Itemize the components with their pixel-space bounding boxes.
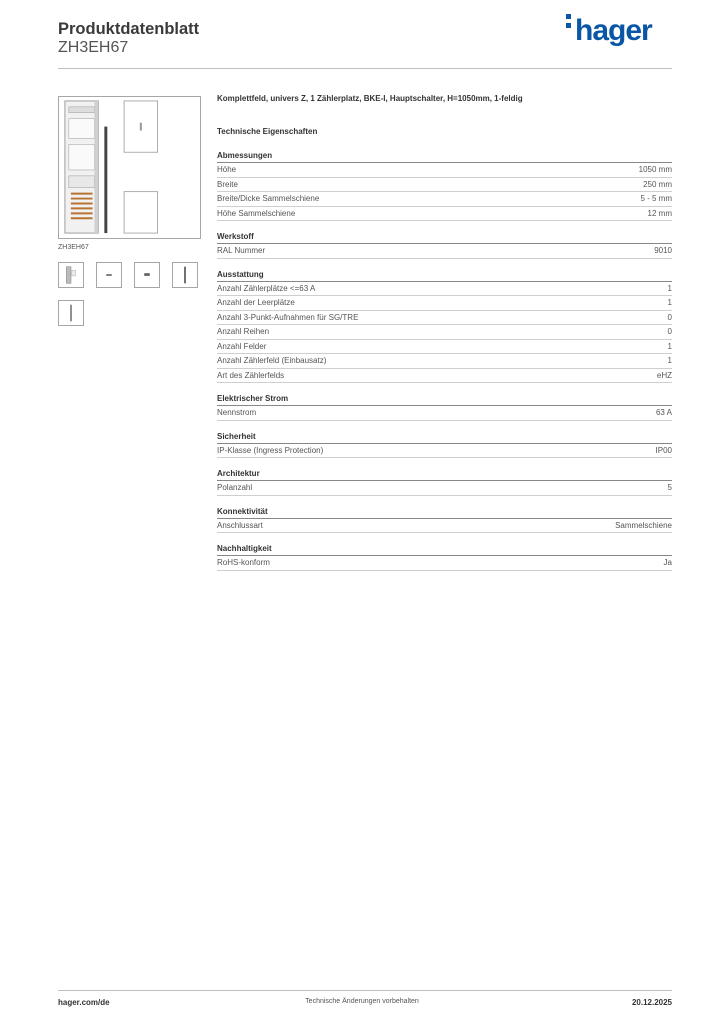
property-row [217, 519, 672, 534]
property-label: Anzahl Zählerfeld (Einbausatz) [217, 356, 327, 365]
property-value: Ja [663, 558, 672, 567]
property-row [217, 354, 672, 369]
property-value: eHZ [656, 370, 672, 380]
datasheet-content [217, 94, 672, 580]
thumbnail-component-3-icon [173, 263, 197, 287]
property-label: Anzahl Felder [217, 341, 267, 351]
thumbnail-component-3[interactable] [172, 262, 198, 288]
property-row [217, 556, 672, 571]
property-value: 0 [667, 327, 672, 336]
logo-text: hager [575, 14, 652, 47]
technical-properties-title: Technische Eigenschaften [217, 127, 318, 136]
property-value: 250 mm [643, 179, 672, 189]
property-row [217, 296, 672, 311]
property-value: 1 [667, 283, 672, 293]
property-value: 1 [667, 341, 672, 351]
thumbnail-component-2-icon [135, 263, 159, 287]
property-row [217, 481, 672, 496]
property-row [217, 325, 672, 340]
footer-website-link[interactable]: hager.com/de [58, 998, 110, 1007]
property-section [217, 268, 672, 384]
property-section [217, 505, 672, 534]
property-sections [217, 149, 672, 571]
property-label: Anschlussart [217, 520, 263, 530]
product-image [58, 96, 201, 239]
property-row [217, 178, 672, 193]
property-row [217, 282, 672, 297]
header-divider [58, 68, 672, 69]
property-label: Nennstrom [217, 408, 257, 417]
property-value: Sammelschiene [615, 520, 672, 530]
property-section [217, 430, 672, 459]
property-row [217, 311, 672, 326]
property-row [217, 192, 672, 207]
property-label: Anzahl 3-Punkt-Aufnahmen für SG/TRE [217, 312, 359, 322]
property-value: 12 mm [647, 208, 672, 218]
property-value: 5 - 5 mm [640, 194, 672, 203]
section-title: Architektur [217, 467, 672, 481]
property-label: Anzahl Reihen [217, 327, 270, 336]
property-value: IP00 [655, 445, 672, 455]
property-row [217, 163, 672, 178]
property-label: Polanzahl [217, 483, 253, 492]
thumbnail-component-4[interactable] [58, 300, 84, 326]
section-title: Sicherheit [217, 430, 672, 444]
property-label: Höhe [217, 165, 237, 174]
logo-dots-icon [566, 14, 572, 32]
property-section [217, 467, 672, 496]
property-label: Breite [217, 179, 238, 189]
property-label: RoHS-konform [217, 558, 270, 567]
footer-date: 20.12.2025 [631, 998, 672, 1007]
property-value: 5 [667, 483, 672, 492]
property-row [217, 406, 672, 421]
section-title: Werkstoff [217, 230, 672, 244]
property-value: 0 [667, 312, 672, 322]
property-value: 63 A [655, 408, 672, 417]
property-value: 1050 mm [638, 165, 672, 174]
property-row [217, 340, 672, 355]
property-value: 1 [667, 298, 672, 307]
article-number: ZH3EH67 [58, 39, 129, 56]
thumbnail-product-icon [59, 263, 83, 287]
footer-notice: Technische Änderungen vorbehalten [305, 998, 419, 1005]
property-label: Anzahl Zählerplätze <=63 A [217, 283, 316, 293]
thumbnail-component-1[interactable] [96, 262, 122, 288]
property-label: Breite/Dicke Sammelschiene [217, 194, 320, 203]
property-label: Anzahl der Leerplätze [217, 298, 295, 307]
property-row [217, 207, 672, 222]
property-section [217, 392, 672, 421]
thumbnail-component-4-icon [59, 301, 83, 325]
hager-logo [566, 14, 652, 46]
section-title: Konnektivität [217, 505, 672, 519]
product-illustration [59, 97, 200, 238]
section-title: Nachhaltigkeit [217, 542, 672, 556]
property-label: IP-Klasse (Ingress Protection) [217, 445, 324, 455]
thumbnail-component-1-icon [97, 263, 121, 287]
footer-divider [58, 990, 672, 991]
section-title: Ausstattung [217, 268, 672, 282]
product-description: Komplettfeld, univers Z, 1 Zählerplatz, BKE-I, Hauptschalter, H=1050mm, 1-feldig [217, 94, 523, 103]
property-label: Höhe Sammelschiene [217, 208, 296, 218]
property-label: Art des Zählerfelds [217, 370, 285, 380]
property-section [217, 542, 672, 571]
image-caption: ZH3EH67 [58, 244, 89, 251]
property-value: 9010 [654, 246, 672, 255]
property-section [217, 149, 672, 221]
thumbnail-product[interactable] [58, 262, 84, 288]
property-row [217, 369, 672, 384]
page-title: Produktdatenblatt [58, 20, 200, 38]
thumbnail-component-2[interactable] [134, 262, 160, 288]
section-title: Elektrischer Strom [217, 392, 672, 406]
property-row [217, 444, 672, 459]
property-value: 1 [667, 356, 672, 365]
section-title: Abmessungen [217, 149, 672, 163]
property-row [217, 244, 672, 259]
property-section [217, 230, 672, 259]
property-label: RAL Nummer [217, 246, 266, 255]
